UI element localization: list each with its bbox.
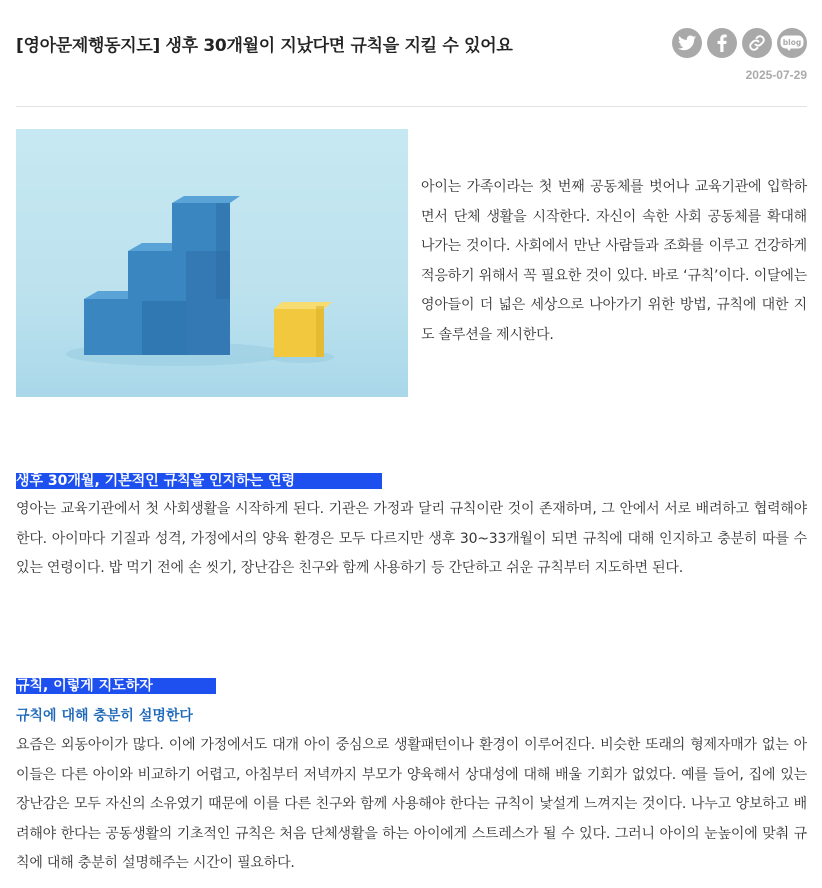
facebook-icon — [716, 34, 728, 52]
blog-share-button[interactable] — [777, 28, 807, 58]
intro-paragraph: 아이는 가족이라는 첫 번째 공동체를 벗어나 교육기관에 입학하면서 단체 생활을 시작한다. 자신이 속한 사회 공동체를 확대해 나가는 것이다. 사회에서 만난 사람들과 조화를 이루고 건강하게 적응하기 위해서 꼭 필요한 것이 있다. 바로 ‘규칙’이다. 이달에는 영아들이 더 넓은 세상으로 나아가기 위한 방법, 규칙에 대한 지도 솔루션을 제시한다. — [421, 179, 807, 343]
facebook-share-button[interactable] — [707, 28, 737, 58]
copy-link-button[interactable] — [742, 28, 772, 58]
blog-icon — [780, 35, 804, 51]
header-divider — [16, 106, 807, 107]
link-icon — [748, 34, 766, 52]
share-bar — [672, 28, 807, 58]
section-heading: 생후 30개월, 기본적인 규칙을 인지하는 연령 — [16, 473, 382, 489]
twitter-share-button[interactable] — [672, 28, 702, 58]
section-heading: 규칙, 이렇게 지도하자 — [16, 678, 216, 694]
twitter-icon — [678, 35, 696, 51]
publish-date: 2025-07-29 — [745, 68, 807, 82]
section-subheading: 규칙에 대해 충분히 설명한다 — [16, 708, 193, 724]
article-photo — [16, 129, 408, 397]
section-paragraph: 영아는 교육기관에서 첫 사회생활을 시작하게 된다. 기관은 가정과 달리 규칙이란 것이 존재하며, 그 안에서 서로 배려하고 협력해야 한다. 아이마다 기질과 성격, 가정에서의 양육 환경은 모두 다르지만 생후 30~33개월이 되면 규칙에 대해 인지하고 충분히 따를 수 있는 연령이다. 밥 먹기 전에 손 씻기, 장난감은 친구와 함께 사용하기 등 간단하고 쉬운 규칙부터 지도하면 된다. — [16, 501, 807, 576]
section-paragraph: 요즘은 외동아이가 많다. 이에 가정에서도 대개 아이 중심으로 생활패턴이나 환경이 이루어진다. 비슷한 또래의 형제자매가 없는 아이들은 다른 아이와 비교하기 어렵고, 아침부터 저녁까지 부모가 양육해서 상대성에 대해 배울 기회가 없었다. 예를 들어, 집에 있는 장난감은 모두 자신의 소유였기 때문에 이를 다른 친구와 함께 사용해야 한다는 규칙이 낯설게 느껴지는 것이다. 나누고 양보하고 배려해야 한다는 공동생활의 기초적인 규칙은 처음 단체생활을 하는 아이에게 스트레스가 될 수 있다. 그러니 아이의 눈높이에 맞춰 규칙에 대해 충분히 설명해주는 시간이 필요하다. — [16, 737, 807, 871]
blog-icon-label: blog — [782, 38, 802, 47]
article-title: [영아문제행동지도] 생후 30개월이 지났다면 규칙을 지킬 수 있어요 — [16, 36, 513, 56]
